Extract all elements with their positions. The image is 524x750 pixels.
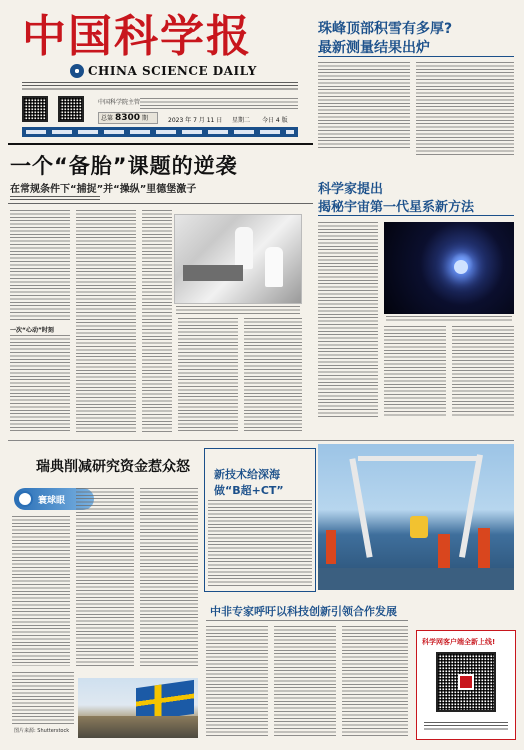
everest-column-2	[416, 62, 514, 156]
app-logo-icon	[458, 674, 474, 690]
scientist-figure	[265, 247, 283, 287]
lead-headline: 一个“备胎”课题的逆袭	[10, 154, 238, 178]
research-vessel-photo	[318, 444, 514, 590]
qr-code-icon[interactable]	[436, 652, 496, 712]
sweden-column-3	[140, 488, 198, 666]
lead-column-2	[76, 210, 136, 433]
crew-figure	[326, 530, 336, 564]
app-ad-title: 科学网客户端全新上线!	[422, 638, 496, 646]
sponsor-lines	[140, 98, 298, 110]
sponsor-line: 中国科学院主管	[98, 99, 141, 106]
sweden-headline: 瑞典削减研究资金惹众怒	[36, 459, 190, 475]
qr-code-icon[interactable]	[22, 96, 48, 122]
lead-column-1b	[10, 335, 70, 433]
issue-suffix: 期	[141, 115, 148, 122]
deepsea-title-line2: 做“B超+CT”	[214, 484, 284, 497]
lead-byline	[10, 196, 100, 200]
scientists-column-2	[384, 326, 446, 418]
everest-column-1	[318, 62, 410, 150]
masthead-english-title: CHINA SCIENCE DAILY	[88, 64, 257, 78]
lead-top-rule	[8, 143, 313, 145]
lead-column-4	[178, 318, 238, 433]
galaxy-caption	[386, 316, 512, 322]
sweden-caption	[12, 672, 74, 724]
galaxy-image	[384, 222, 514, 314]
qr-code-icon[interactable]	[58, 96, 84, 122]
issue-date: 2023 年 7 月 11 日	[168, 117, 223, 124]
scientists-column-1	[318, 222, 378, 418]
everest-title-line2: 最新测量结果出炉	[318, 40, 430, 56]
lead-section-marker: 一次“心动”时刻	[10, 327, 54, 334]
everest-title-line1: 珠峰顶部积雪有多厚?	[318, 21, 453, 37]
issue-box	[98, 112, 158, 124]
globe-logo-icon	[70, 64, 84, 78]
masthead-bar-text	[26, 130, 294, 134]
china-africa-column-3	[342, 626, 408, 738]
scientist-figure	[235, 227, 253, 269]
lead-rule	[8, 203, 313, 204]
stockholm-photo	[78, 678, 198, 738]
column-label: 寰球眼	[38, 496, 66, 506]
lead-column-1	[10, 210, 70, 322]
deepsea-title-line1: 新技术给深海	[214, 468, 280, 481]
issue-pages: 今日 4 版	[262, 117, 288, 124]
scientists-rule	[318, 215, 514, 216]
sweden-photo-credit: 图片来源: Shutterstock	[14, 728, 70, 734]
crew-figure	[478, 528, 490, 572]
lab-equipment	[183, 265, 243, 281]
ship-deck	[318, 568, 514, 590]
masthead-title: 中国科学报	[22, 11, 252, 62]
deepsea-device	[410, 516, 428, 538]
galaxy-glow	[454, 260, 468, 274]
deepsea-body	[208, 500, 312, 586]
everest-rule	[318, 56, 514, 57]
lead-column-3	[142, 210, 172, 433]
china-africa-headline: 中非专家呼吁以科技创新引领合作发展	[210, 605, 397, 618]
scientists-column-3	[452, 326, 514, 418]
masthead-info-lines	[22, 82, 298, 90]
crane-arm	[349, 458, 372, 558]
issue-number: 8300	[114, 113, 140, 123]
city-buildings	[78, 716, 198, 738]
sweden-column-2	[76, 488, 134, 666]
lab-photo	[174, 214, 302, 304]
china-africa-rule	[206, 620, 408, 621]
china-africa-column-1	[206, 626, 268, 738]
issue-label: 总第	[101, 115, 114, 122]
crane-beam	[358, 456, 478, 461]
china-africa-column-2	[274, 626, 336, 738]
scientists-title-line2: 揭秘宇宙第一代星系新方法	[318, 200, 475, 215]
lead-subhead: 在常规条件下“捕捉”并“操纵”里德堡激子	[10, 184, 197, 195]
lab-photo-caption	[176, 306, 300, 314]
section-divider	[8, 440, 514, 441]
sweden-column-1	[12, 516, 70, 666]
app-ad-caption	[424, 722, 508, 730]
scientists-title-line1: 科学家提出	[318, 182, 384, 197]
issue-weekday: 星期二	[232, 117, 251, 124]
globe-logo-icon	[17, 491, 33, 507]
lead-column-5	[244, 318, 302, 433]
